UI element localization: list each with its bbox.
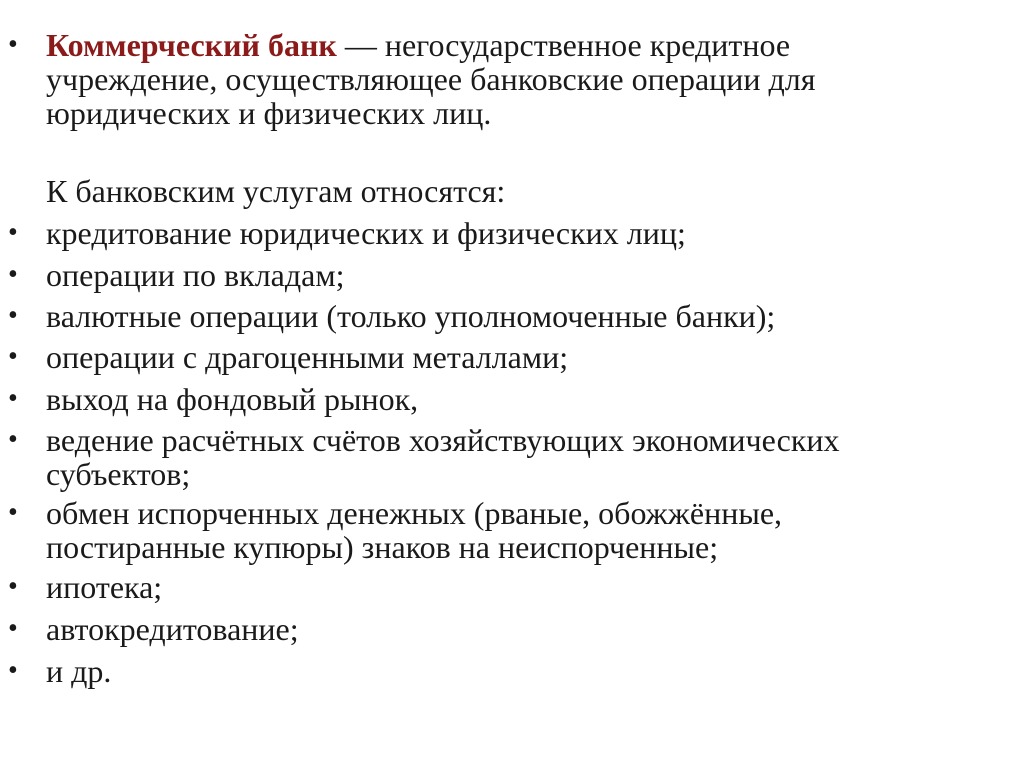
bullet-marker: •	[8, 497, 18, 528]
service-text: автокредитование;	[46, 611, 299, 647]
bullet-marker: •	[8, 424, 18, 455]
bullet-marker: •	[8, 29, 18, 60]
definition-body: — негосударственное кредитное учреждение, осуществляющее банковские операции для юридических и физических лиц.	[46, 27, 816, 131]
service-text: кредитование юридических и физических лиц;	[46, 215, 686, 251]
service-text: операции по вкладам;	[46, 257, 345, 293]
service-text: ведение расчётных счётов хозяйствующих экономических субъектов;	[46, 422, 840, 492]
bullet-marker: •	[8, 217, 18, 248]
definition-text	[46, 28, 946, 130]
bullet-marker: •	[8, 655, 18, 686]
service-text: выход на фондовый рынок,	[46, 381, 419, 417]
service-text: и др.	[46, 653, 112, 689]
services-intro-text: К банковским услугам относятся:	[46, 173, 506, 209]
service-text: ипотека;	[46, 569, 163, 605]
bullet-marker: •	[8, 259, 18, 290]
bullet-marker: •	[8, 571, 18, 602]
term-commercial-bank: Коммерческий банк	[46, 27, 337, 63]
bullet-marker: •	[8, 341, 18, 372]
service-text: операции с драгоценными металлами;	[46, 339, 569, 375]
bullet-marker: •	[8, 300, 18, 331]
service-text: валютные операции (только уполномоченные банки);	[46, 298, 776, 334]
bullet-marker: •	[8, 383, 18, 414]
bullet-marker: •	[8, 613, 18, 644]
service-text: обмен испорченных денежных (рваные, обожжённые, постиранные купюры) знаков на неиспорченные;	[46, 495, 783, 565]
